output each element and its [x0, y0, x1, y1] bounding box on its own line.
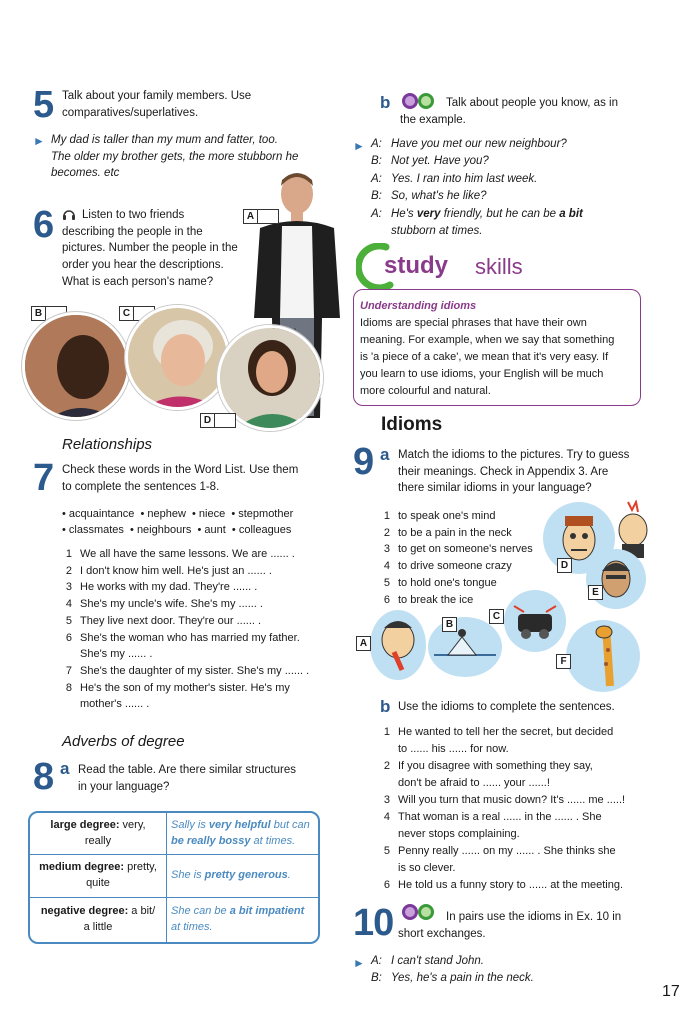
speaker: A:	[371, 207, 382, 220]
photo-label-c: C	[119, 306, 134, 321]
exercise-10-number: 10	[353, 902, 394, 944]
item-text: is so clever.	[398, 862, 456, 875]
dialogue-line	[371, 153, 661, 170]
exercise-10-instruction	[398, 909, 648, 942]
item-number: 8	[65, 681, 72, 694]
item-number: 3	[383, 543, 390, 556]
photo-label-b: B	[31, 306, 46, 321]
item-number: 7	[65, 665, 72, 678]
item-text: We all have the same lessons. We are ...... .	[80, 548, 295, 560]
example-text: at times.	[171, 921, 213, 933]
speaker: A:	[371, 138, 382, 150]
relationships-sentences	[62, 546, 324, 713]
item-number: 6	[383, 593, 390, 606]
adverbs-table	[28, 811, 320, 944]
speaker: B:	[371, 155, 382, 168]
dialogue-text: Not yet. Have you?	[391, 155, 489, 168]
item-number: 5	[383, 845, 390, 858]
idiom-picture-tongue	[370, 610, 426, 680]
instruction-line: describing the people in the	[62, 225, 203, 238]
degree-words: a bit/	[128, 905, 156, 918]
speaker: B:	[371, 190, 382, 203]
answer-box-d[interactable]	[214, 413, 236, 428]
example-bold: be really bossy	[171, 834, 251, 847]
instruction-line: in your language?	[78, 780, 170, 793]
example-bold: a bit impatient	[229, 905, 305, 918]
instruction-line: their meanings. Check in Appendix 3. Are	[398, 465, 609, 478]
picture-label-b: B	[442, 617, 457, 632]
exercise-9a-instruction	[398, 447, 648, 497]
idiom-picture-car	[504, 590, 566, 652]
item-text: Will you turn that music down? It's ...... me .....!	[398, 794, 626, 807]
item-text: That woman is a real ...... in the ...... . She	[398, 811, 602, 824]
example-bold: pretty generous	[204, 869, 288, 882]
photo-man-bald	[22, 312, 130, 420]
instruction-line: Match the idioms to the pictures. Try to guess	[398, 449, 630, 461]
exercise-9a-sub: a	[380, 445, 390, 464]
list-item	[62, 596, 324, 613]
item-text: She's my ...... .	[80, 648, 153, 661]
dialogue-line	[371, 188, 661, 205]
exercise-9-number: 9	[353, 441, 374, 483]
exercise-9b-sub: b	[380, 697, 391, 716]
item-text: I don't know him well. He's just an ...... .	[80, 564, 272, 577]
list-item	[380, 843, 640, 877]
item-text: to drive someone crazy	[398, 560, 512, 573]
item-number: 4	[383, 560, 390, 573]
study-line: you learn to use idioms, your English will be much	[360, 368, 604, 381]
arrow-icon: ►	[353, 956, 365, 970]
item-number: 2	[383, 526, 390, 539]
instruction-line: Check these words in the Word List. Use them	[62, 464, 299, 476]
table-cell-example	[167, 898, 318, 942]
list-item	[380, 877, 640, 894]
item-text: If you disagree with something they say,	[398, 760, 593, 773]
exercise-8-instruction	[78, 762, 328, 795]
list-item	[380, 541, 550, 558]
list-item	[380, 724, 640, 758]
exercise-5b-instruction	[400, 95, 650, 128]
example-bold: very helpful	[208, 818, 271, 831]
table-cell-example	[167, 813, 318, 854]
dialogue-line	[371, 953, 631, 970]
item-number: 3	[383, 794, 390, 807]
exercise-5b-sub: b	[380, 93, 391, 112]
study-line: meaning. For example, when we say that something	[360, 334, 615, 347]
dialogue-line	[371, 206, 661, 223]
example-text: at times.	[250, 834, 296, 847]
item-number: 2	[65, 564, 72, 577]
dialogue-line	[371, 970, 631, 987]
study-text	[360, 315, 636, 400]
table-cell-example	[167, 855, 318, 897]
relationships-heading: Relationships	[62, 436, 153, 453]
picture-label-a: A	[356, 636, 371, 651]
dialogue-text: So, what's he like?	[391, 190, 487, 203]
list-item	[62, 579, 324, 596]
page-number: 17	[662, 983, 680, 1000]
arrow-icon: ►	[353, 139, 365, 153]
instruction-line: order you hear the descriptions.	[62, 259, 224, 272]
adverbs-heading: Adverbs of degree	[62, 733, 185, 750]
item-number: 6	[383, 879, 390, 892]
exercise-5b-dialogue	[371, 136, 661, 241]
instruction-line: to complete the sentences 1-8.	[62, 480, 220, 493]
item-text: Penny really ...... on my ...... . She thinks she	[398, 845, 616, 858]
dialogue-bold: very	[416, 207, 441, 220]
item-number: 2	[383, 760, 390, 773]
table-cell-label	[30, 813, 167, 854]
item-text: never stops complaining.	[398, 828, 520, 841]
picture-label-c: C	[489, 609, 504, 624]
study-line: more colourful and natural.	[360, 385, 491, 398]
item-number: 1	[383, 510, 390, 522]
item-text: don't be afraid to ...... your ......!	[398, 777, 550, 790]
list-item	[380, 558, 550, 575]
list-item	[380, 792, 640, 809]
study-subtitle: Understanding idioms	[360, 300, 477, 312]
item-text: She's the woman who has married my father.	[80, 631, 300, 644]
dialogue-text: friendly, but he can be	[440, 207, 560, 220]
item-text: to be a pain in the neck	[398, 526, 512, 539]
speaker: A:	[371, 172, 382, 185]
item-text: to break the ice	[398, 593, 474, 606]
item-text: They live next door. They're our ...... .	[80, 614, 262, 627]
item-text: He told us a funny story to ...... at the meeting.	[398, 879, 624, 892]
example-line: becomes. etc	[51, 167, 120, 180]
exercise-8-sub: a	[60, 759, 70, 778]
list-item	[62, 680, 324, 713]
item-text: to ...... his ...... for now.	[398, 743, 509, 756]
degree-words: quite	[86, 877, 110, 889]
idiom-picture-e	[586, 549, 646, 609]
item-text: He's the son of my mother's sister. He's my	[80, 681, 290, 694]
table-row	[30, 813, 318, 855]
example-line: The older my brother gets, the more stubborn he	[51, 150, 299, 163]
list-item	[62, 663, 324, 680]
picture-label-e: E	[588, 585, 603, 600]
list-item	[62, 546, 324, 563]
exercise-6-instruction	[62, 207, 262, 290]
dialogue-text: I can't stand John.	[391, 955, 484, 967]
degree-label: medium degree:	[39, 861, 125, 874]
instruction-line: the example.	[400, 113, 466, 126]
dialogue-text: stubborn at times.	[391, 225, 483, 238]
picture-label-f: F	[556, 654, 571, 669]
instruction-line: What is each person's name?	[62, 275, 214, 288]
degree-label: large degree:	[50, 818, 120, 831]
table-cell-label	[30, 898, 167, 942]
instruction-line: comparatives/superlatives.	[62, 106, 199, 119]
dialogue-line	[371, 136, 661, 153]
instruction-line: Listen to two friends	[82, 209, 185, 221]
picture-label-d: D	[557, 558, 572, 573]
table-row	[30, 855, 318, 898]
idiom-picture-ice	[428, 617, 502, 677]
list-item	[380, 809, 640, 843]
instruction-line: short exchanges.	[398, 927, 486, 940]
idioms-heading: Idioms	[381, 414, 443, 435]
exercise-10-example	[371, 953, 631, 988]
exercise-7-instruction	[62, 462, 332, 495]
item-number: 5	[65, 614, 72, 627]
instruction-line: Talk about your family members. Use	[62, 90, 252, 102]
list-item	[380, 758, 640, 792]
item-number: 4	[65, 598, 72, 611]
degree-words: pretty,	[124, 861, 157, 874]
item-text: to speak one's mind	[398, 510, 496, 522]
idiom-picture-giraffe	[566, 620, 640, 692]
answer-box-a[interactable]	[257, 209, 279, 224]
exercise-5-instruction	[62, 88, 322, 121]
example-text: She can be	[171, 905, 230, 918]
item-text: She's the daughter of my sister. She's my ...... .	[80, 665, 310, 678]
item-number: 1	[65, 548, 72, 560]
dialogue-text: He's	[391, 207, 417, 220]
example-line: My dad is taller than my mum and fatter, too.	[51, 134, 278, 146]
dialogue-text: Yes, he's a pain in the neck.	[391, 972, 534, 985]
dialogue-line	[371, 171, 661, 188]
instruction-line: Talk about people you know, as in	[446, 97, 618, 109]
study-line: is 'a piece of a cake', we mean that it's very easy. If	[360, 351, 609, 364]
idioms-sentences	[380, 724, 640, 894]
word-line: • classmates • neighbours • aunt • colleagues	[62, 523, 292, 536]
photo-label-a: A	[243, 209, 258, 224]
photo-older-woman	[125, 305, 230, 410]
exercise-5-number: 5	[33, 84, 54, 126]
item-number: 4	[383, 811, 390, 824]
item-text: mother's ...... .	[80, 698, 150, 711]
item-number: 6	[65, 631, 72, 644]
exercise-9b-instruction: Use the idioms to complete the sentences.	[398, 701, 615, 713]
word-line: • acquaintance • nephew • niece • stepmother	[62, 508, 294, 520]
item-text: She's my uncle's wife. She's my ...... .	[80, 598, 263, 611]
example-text: but can	[270, 818, 310, 831]
study-line: Idioms are special phrases that have their own	[360, 317, 587, 329]
degree-label: negative degree:	[40, 905, 129, 918]
item-text: to get on someone's nerves	[398, 543, 533, 556]
study-title: study	[384, 252, 449, 279]
example-text: Sally is	[171, 818, 209, 831]
list-item	[380, 525, 550, 542]
instruction-line: In pairs use the idioms in Ex. 10 in	[446, 911, 622, 923]
example-text: She is	[171, 869, 205, 882]
table-row	[30, 898, 318, 942]
item-number: 3	[65, 581, 72, 594]
word-box	[62, 507, 332, 539]
exercise-6-number: 6	[33, 204, 54, 246]
speaker: A:	[371, 955, 382, 967]
item-number: 1	[383, 726, 390, 738]
list-item	[62, 563, 324, 580]
item-text: He wanted to tell her the secret, but decided	[398, 726, 614, 738]
instruction-line: pictures. Number the people in the	[62, 242, 238, 255]
item-text: He works with my dad. They're ...... .	[80, 581, 258, 594]
speaker: B:	[371, 972, 382, 985]
dialogue-text: Yes. I ran into him last week.	[391, 172, 538, 185]
instruction-line: there similar idioms in your language?	[398, 482, 592, 495]
instruction-line: Read the table. Are there similar structures	[78, 764, 296, 776]
example-text: .	[287, 869, 291, 882]
list-item	[62, 630, 324, 663]
photo-label-d: D	[200, 413, 215, 428]
list-item	[380, 508, 550, 525]
degree-words: very, really	[84, 818, 146, 847]
list-item	[62, 613, 324, 630]
arrow-icon: ►	[33, 134, 45, 148]
exercise-7-number: 7	[33, 457, 54, 499]
degree-words: a little	[83, 921, 113, 933]
dialogue-text: Have you met our new neighbour?	[391, 138, 567, 150]
dialogue-bold: a bit	[559, 207, 583, 220]
skills-title: skills	[475, 254, 523, 279]
item-text: to hold one's tongue	[398, 576, 497, 589]
exercise-8-number: 8	[33, 756, 54, 798]
table-cell-label	[30, 855, 167, 897]
item-number: 5	[383, 576, 390, 589]
